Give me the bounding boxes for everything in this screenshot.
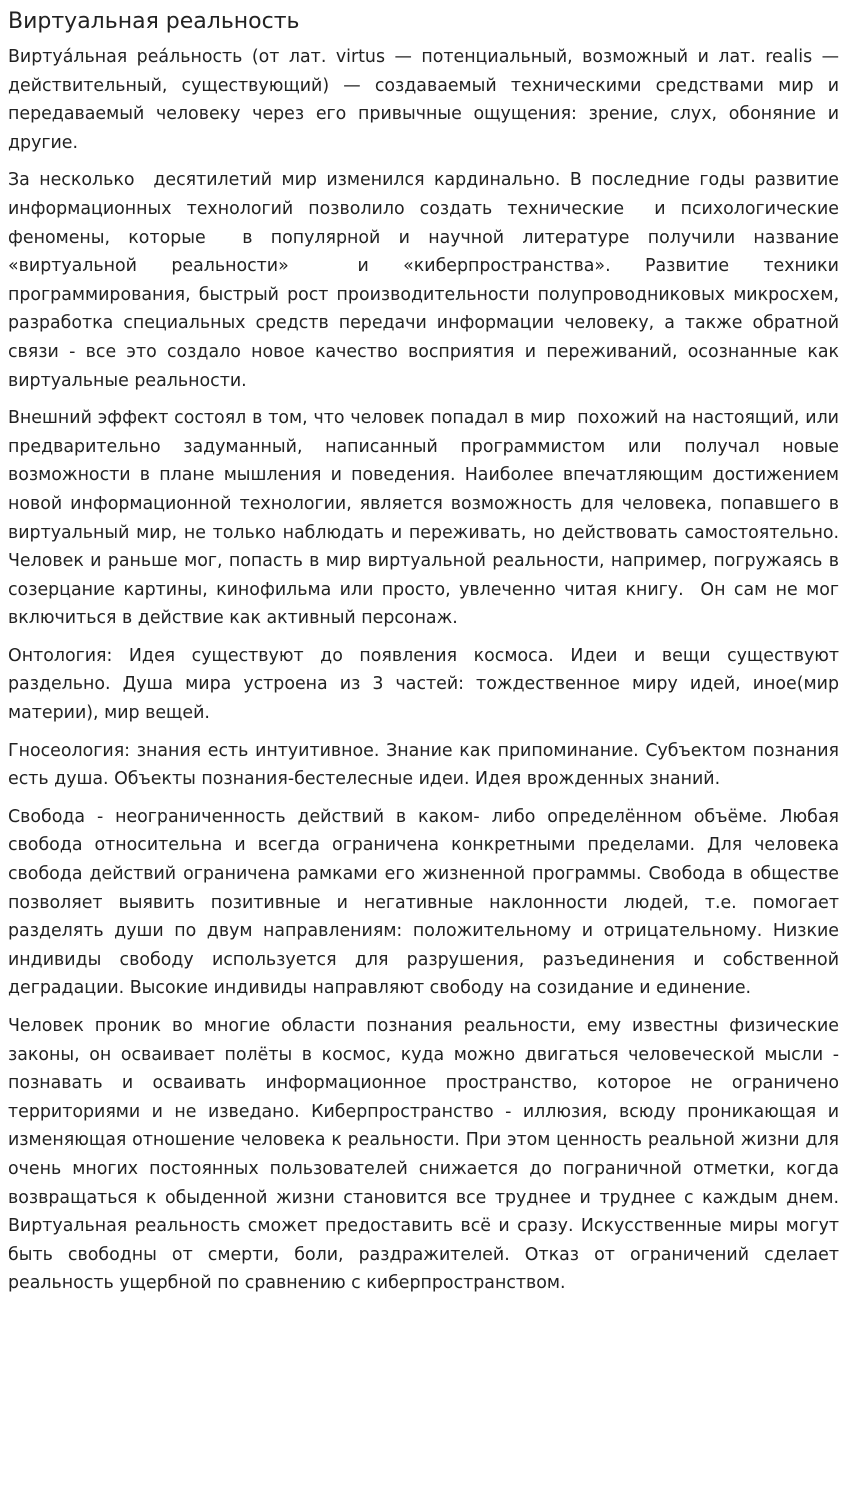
paragraph-gnoseology: Гносеология: знания есть интуитивное. Знание как припоминание. Субъектом познания есть душа. Объекты познания-бестелесные идеи. Идея врожденных знаний. <box>8 740 845 790</box>
paragraph-definition: Виртуáльная реáльность (от лат. virtus — потенциальный, возможный и лат. realis — действительный, существующий) — создаваемый техническими средствами мир и передаваемый человеку через его привычные ощущения: зрение, слух, обоняние и другие. <box>8 47 845 153</box>
paragraph-freedom: Свобода - неограниченность действий в каком- либо определённом объёме. Любая свобода относительна и всегда ограничена конкретными пределами. Для человека свобода действий ограничена рамками его жизненной программы. Свобода в обществе позволяет выявить позитивные и негативные наклонности людей, т.е. помогает разделять души по двум направлениям: положительному и отрицательному. Низкие индивиды свободу используется для разрушения, разъединения и собственной деградации. Высокие индивиды направляют свободу на созидание и единение. <box>8 806 845 999</box>
paragraph-effect: Внешний эффект состоял в том, что человек попадал в мир похожий на настоящий, или предварительно задуманный, написанный программистом или получал новые возможности в плане мышления и поведения. Наиболее впечатляющим достижением новой информационной технологии, является возможность для человека, попавшего в виртуальный мир, не только наблюдать и переживать, но действовать самостоятельно. Человек и раньше мог, попасть в мир виртуальной реальности, например, погружаясь в созерцание картины, кинофильма или просто, увлеченно читая книгу. Он сам не мог включиться в действие как активный персонаж. <box>8 408 845 629</box>
paragraph-ontology: Онтология: Идея существуют до появления космоса. Идеи и вещи существуют раздельно. Душа мира устроена из 3 частей: тождественное миру идей, иное(мир материи), мир вещей. <box>8 645 845 724</box>
paragraph-history: За несколько десятилетий мир изменился кардинально. В последние годы развитие информационных технологий позволило создать технические и психологические феномены, которые в популярной и научной литературе получили название «виртуальной реальности» и «киберпространства». Развитие техники программирования, быстрый рост производительности полупроводниковых микросхем, разработка специальных средств передачи информации человеку, а также обратной связи - все это создало новое качество восприятия и переживаний, осознанные как виртуальные реальности. <box>8 170 845 391</box>
paragraph-cyberspace: Человек проник во многие области познания реальности, ему известны физические законы, он осваивает полёты в космос, куда можно двигаться человеческой мысли - познавать и осваивать информационное пространство, которое не ограничено территориями и не изведано. Киберпространство - иллюзия, всюду проникающая и изменяющая отношение человека к реальности. При этом ценность реальной жизни для очень многих постоянных пользователей снижается до пограничной отметки, когда возвращаться к обыденной жизни становится все труднее и труднее с каждым днем. Виртуальная реальность сможет предоставить всё и сразу. Искусственные миры могут быть свободны от смерти, боли, раздражителей. Отказ от ограничений сделает реальность ущербной по сравнению с киберпространством. <box>8 1016 845 1294</box>
article-title: Виртуальная реальность <box>8 9 300 34</box>
